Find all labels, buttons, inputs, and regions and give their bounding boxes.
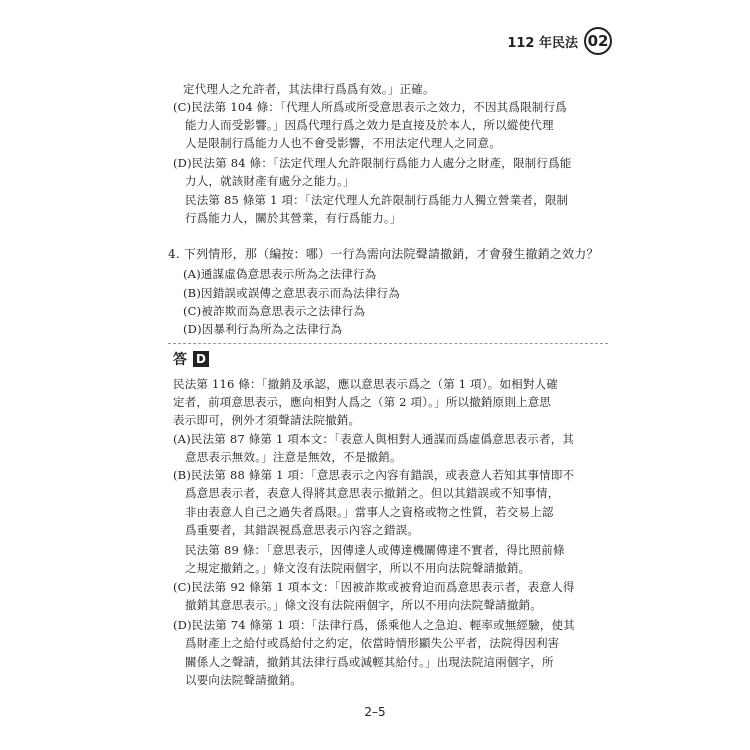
- explanation-line: (A)民法第 87 條第 1 項本文：「表意人與相對人通謀而爲虛僞意思表示者，其: [173, 432, 575, 446]
- question-option: (C)被詐欺而為意思表示之法律行為: [183, 304, 366, 318]
- explanation-line: 表示即可，例外才須聲請法院撤銷。: [173, 413, 361, 427]
- question-option: (D)因暴利行為所為之法律行為: [183, 322, 343, 336]
- answer-text: 答: [173, 352, 187, 368]
- explanation-line: 定者，前項意思表示，應向相對人爲之（第 2 項）。」所以撤銷原則上意思: [173, 395, 552, 409]
- explanation-line: 民法第 89 條：「意思表示，因傳達人或傳達機關傳達不實者，得比照前條: [185, 543, 565, 557]
- explanation-line: 意思表示無效。」注意是無效，不是撤銷。: [185, 450, 402, 464]
- explanation-line: 以要向法院聲請撤銷。: [185, 673, 302, 687]
- explanation-line: 爲意思表示者，表意人得將其意思表示撤銷之。但以其錯誤或不知事情，: [185, 486, 560, 500]
- explanation-line: (C)民法第 92 條第 1 項本文：「因被詐欺或被脅迫而爲意思表示者，表意人得: [173, 580, 575, 594]
- answer-label: [173, 349, 209, 369]
- explanation-line: 撤銷其意思表示。」條文沒有法院兩個字，所以不用向法院聲請撤銷。: [185, 598, 542, 612]
- explanation-line: 爲財產上之給付或爲給付之約定，依當時情形顯失公平者，法院得因利害: [185, 636, 560, 650]
- chapter-badge: 02: [584, 27, 612, 55]
- explanation-line: 關係人之聲請，撤銷其法律行爲或減輕其給付。」出現法院這兩個字，所: [185, 655, 554, 669]
- explanation-line: 非由表意人自己之過失者爲限。」當事人之資格或物之性質，若交易上認: [185, 505, 554, 519]
- page-number: 2–5: [364, 705, 386, 719]
- question-option: (A)通謀虛偽意思表示所為之法律行為: [183, 267, 377, 281]
- explanation-line: 爲重要者，其錯誤視爲意思表示內容之錯誤。: [185, 523, 419, 537]
- top-line: 力人，就該財產有處分之能力。」: [185, 174, 355, 188]
- top-line: (D)民法第 84 條：「法定代理人允許限制行爲能力人處分之財產，限制行爲能: [173, 156, 572, 170]
- top-line: (C)民法第 104 條：「代理人所爲或所受意思表示之效力，不因其爲限制行爲: [173, 100, 567, 114]
- question-stem: 4. 下列情形，那（編按：哪）一行為需向法院聲請撤銷，才會發生撤銷之效力？: [168, 247, 599, 261]
- page-header: [507, 27, 612, 55]
- explanation-line: 民法第 116 條：「撤銷及承認，應以意思表示爲之（第 1 項）。如相對人確: [173, 377, 558, 391]
- section-divider: [168, 343, 608, 344]
- explanation-line: (D)民法第 74 條第 1 項：「法律行爲，係乘他人之急迫、輕率或無經驗，使其: [173, 618, 576, 632]
- top-line: 能力人而受影響。」因爲代理行爲之效力是直接及於本人，所以縱使代理: [185, 118, 554, 132]
- header-title: 112 年民法: [507, 35, 578, 51]
- top-line: 定代理人之允許者，其法律行爲爲有效。」正確。: [183, 82, 435, 96]
- explanation-line: (B)民法第 88 條第 1 項：「意思表示之內容有錯誤，或表意人若知其事情即不: [173, 468, 575, 482]
- question-option: (B)因錯誤或誤傳之意思表示而為法律行為: [183, 286, 400, 300]
- top-line: 人是限制行爲能力人也不會受影響，不用法定代理人之同意。: [185, 136, 501, 150]
- explanation-line: 之規定撤銷之。」條文沒有法院兩個字，所以不用向法院聲請撤銷。: [185, 561, 531, 575]
- answer-letter: D: [193, 351, 209, 367]
- top-line: 民法第 85 條第 1 項：「法定代理人允許限制行爲能力人獨立營業者，限制: [185, 193, 569, 207]
- top-line: 行爲能力人，關於其營業，有行爲能力。」: [185, 211, 402, 225]
